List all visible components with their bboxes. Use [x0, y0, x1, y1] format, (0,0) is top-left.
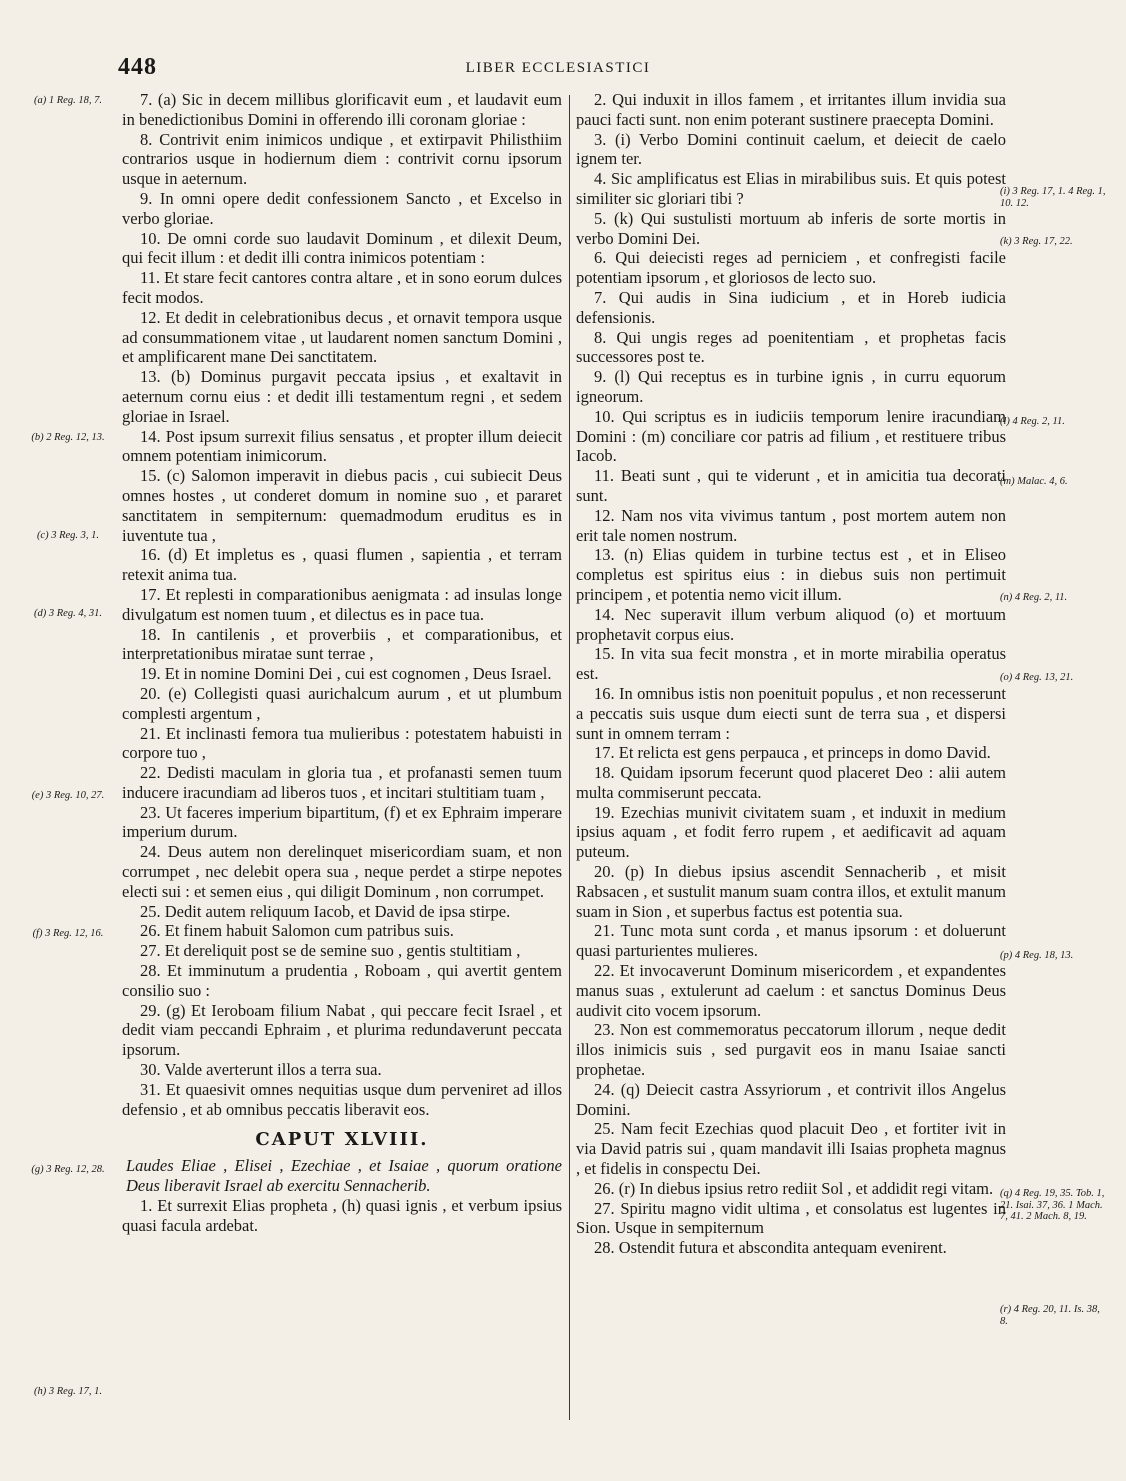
verse: 15. (c) Salomon imperavit in diebus pacis , cui subiecit Deus omnes hostes , ut conderet domum in nomine suo , et pararet sanctitatem in sempiternum: quemadmodum eruditus es in iuventute tua , [122, 466, 562, 545]
verse: 20. (p) In diebus ipsius ascendit Sennacherib , et misit Rabsacen , et sustulit manum suam contra illos, et extulit manum suam in Sion , et superbus factus est potentia sua. [576, 862, 1006, 921]
verse: 5. (k) Qui sustulisti mortuum ab inferis de sorte mortis in verbo Domini Dei. [576, 208, 1006, 248]
verse: 31. Et quaesivit omnes nequitias usque dum perveniret ad illos defensio , et ab omnibus peccatis liberavit eos. [122, 1079, 562, 1119]
verse: 26. (r) In diebus ipsius retro rediit Sol , et addidit regi vitam. [594, 1178, 994, 1198]
verse: 1. Et surrexit Elias propheta , (h) quasi ignis , et verbum ipsius quasi facula ardebat. [122, 1196, 562, 1235]
verse: 8. Contrivit enim inimicos undique , et extirpavit Philisthiim contrarios usque in hodiernum diem : contrivit cornu ipsorum usque in aeternum. [122, 129, 562, 189]
verse: 12. Et dedit in celebrationibus decus , et ornavit tempora usque ad consummationem vitae , ut laudarent nomen sanctum Domini , et amplificarent mane Dei sanctitatem. [122, 307, 562, 367]
right-column [576, 90, 1006, 1258]
verse: 30. Valde averterunt illos a terra sua. [140, 1060, 382, 1080]
verse: 11. Et stare fecit cantores contra altare , et in sono eorum dulces fecit modos. [122, 268, 562, 307]
margin-note: (r) 4 Reg. 20, 11. Is. 38, 8. [1000, 1304, 1100, 1327]
margin-note: (p) 4 Reg. 18, 13. [1000, 950, 1074, 961]
chapter-summary: Laudes Eliae , Elisei , Ezechiae , et Isaiae , quorum oratione Deus liberavit Israel ab exercitu Sennacherib. [126, 1156, 562, 1196]
verse: 10. De omni corde suo laudavit Dominum , et dilexit Deum, qui fecit illum : et dedit illi contra inimicos potentiam : [122, 228, 562, 268]
margin-note: (g) 3 Reg. 12, 28. [31, 1164, 105, 1175]
verse: 18. In cantilenis , et proverbiis , et comparationibus, et interpretationibus miratae sunt terrae , [122, 624, 562, 664]
verse: 18. Quidam ipsorum fecerunt quod placeret Deo : alii autem multa commiserunt peccata. [576, 763, 1006, 802]
margin-note: (o) 4 Reg. 13, 21. [1000, 672, 1074, 683]
verse: 17. Et relicta est gens perpauca , et princeps in domo David. [594, 743, 991, 763]
verse: 24. (q) Deiecit castra Assyriorum , et contrivit illos Angelus Domini. [576, 1079, 1006, 1119]
verse: 15. In vita sua fecit monstra , et in morte mirabilia operatus est. [576, 644, 1006, 684]
verse: 10. Qui scriptus es in iudiciis temporum lenire iracundiam Domini : (m) conciliare cor patris ad filium , et restituere tribus Iacob. [576, 406, 1006, 466]
verse: 26. Et finem habuit Salomon cum patribus suis. [140, 921, 454, 941]
verse: 8. Qui ungis reges ad poenitentiam , et prophetas facis successores post te. [576, 327, 1006, 367]
verse: 25. Nam fecit Ezechias quod placuit Deo , et fortiter ivit in via David patris sui , quam mandavit illi Isaias propheta magnus , et fidelis in conspectu Dei. [576, 1119, 1006, 1179]
verse: 21. Et inclinasti femora tua mulieribus : potestatem habuisti in corpore tuo , [122, 723, 562, 763]
verse: 23. Ut faceres imperium bipartitum, (f) et ex Ephraim imperare imperium durum. [122, 802, 562, 842]
verse: 27. Spiritu magno vidit ultima , et consolatus est lugentes in Sion. Usque in sempiternum [576, 1198, 1006, 1238]
verse: 7. Qui audis in Sina iudicium , et in Horeb iudicia defensionis. [576, 287, 1006, 327]
verse: 3. (i) Verbo Domini continuit caelum, et deiecit de caelo ignem ter. [576, 129, 1006, 169]
verse: 4. Sic amplificatus est Elias in mirabilibus suis. Et quis potest similiter sic gloriari tibi ? [576, 169, 1006, 208]
verse: 19. Et in nomine Domini Dei , cui est cognomen , Deus Israel. [140, 664, 552, 684]
margin-note: (m) Malac. 4, 6. [1000, 476, 1068, 487]
verse: 21. Tunc mota sunt corda , et manus ipsorum : et doluerunt quasi parturientes mulieres. [576, 921, 1006, 961]
verse: 12. Nam nos vita vivimus tantum , post mortem autem non erit tale nomen nostrum. [576, 505, 1006, 545]
verse: 22. Dedisti maculam in gloria tua , et profanasti semen tuum inducere iracundiam ad liberos tuos , et incitari stultitiam tuam , [122, 763, 562, 802]
verse: 16. (d) Et impletus es , quasi flumen , sapientia , et terram retexit anima tua. [122, 545, 562, 585]
margin-note: (c) 3 Reg. 3, 1. [36, 530, 100, 541]
margin-note: (i) 3 Reg. 17, 1. 4 Reg. 1, 10. 12. [1000, 186, 1106, 209]
verse: 23. Non est commemoratus peccatorum illorum , neque dedit illos inimicis suis , sed purgavit eos in manu Isaiae sancti prophetae. [576, 1020, 1006, 1080]
margin-note: (n) 4 Reg. 2, 11. [1000, 592, 1068, 603]
verse: 25. Dedit autem reliquum Iacob, et David de ipsa stirpe. [140, 901, 511, 921]
verse: 14. Post ipsum surrexit filius sensatus , et propter illum deiecit omnem potentiam inimicorum. [122, 426, 562, 466]
margin-note: (h) 3 Reg. 17, 1. [34, 1386, 102, 1397]
page-header [118, 54, 998, 84]
verse: 20. (e) Collegisti quasi aurichalcum aurum , et ut plumbum complesti argentum , [122, 683, 562, 723]
verse: 27. Et dereliquit post se de semine suo , gentis stultitiam , [140, 941, 521, 961]
verse: 19. Ezechias munivit civitatem suam , et induxit in medium ipsius aquam , et fodit ferro rupem , et aedificavit ad aquam puteum. [576, 802, 1006, 862]
verse: 7. (a) Sic in decem millibus glorificavit eum , et laudavit eum in benedictionibus Domini in offerendo illi coronam gloriae : [122, 90, 562, 129]
margin-note: (l) 4 Reg. 2, 11. [1000, 416, 1065, 427]
verse: 13. (b) Dominus purgavit peccata ipsius , et exaltavit in aeternum cornu eius : et dedit illi testamentum regni , et sedem gloriae in Israel. [122, 367, 562, 426]
verse: 28. Et imminutum a prudentia , Roboam , qui avertit gentem consilio suo : [122, 961, 562, 1000]
verse: 9. In omni opere dedit confessionem Sancto , et Excelso in verbo gloriae. [122, 188, 562, 228]
verse: 13. (n) Elias quidem in turbine tectus est , et in Eliseo completus est spiritus eius : in diebus suis non pertimuit principem , et potentia nemo vicit illum. [576, 545, 1006, 604]
verse: 9. (l) Qui receptus es in turbine ignis , in curru equorum igneorum. [576, 367, 1006, 406]
verse: 24. Deus autem non derelinquet misericordiam suam, et non corrumpet , nec delebit opera sua , neque perdet a stirpe nepotes electi sui : et semen eius , qui diligit Dominum , non corrumpet. [122, 842, 562, 901]
margin-note: (d) 3 Reg. 4, 31. [34, 608, 102, 619]
verse: 16. In omnibus istis non poenituit populus , et non recesserunt a peccatis suis usque dum eiecti sunt de terra sua , et dispersi sunt in omnem terram : [576, 683, 1006, 743]
running-title: LIBER ECCLESIASTICI [465, 60, 651, 76]
margin-note: (a) 1 Reg. 18, 7. [34, 95, 102, 106]
page-number: 448 [118, 54, 157, 80]
verse: 6. Qui deiecisti reges ad perniciem , et confregisti facile potentiam ipsorum , et gloriosos de lecto suo. [576, 248, 1006, 288]
verse: 2. Qui induxit in illos famem , et irritantes illum invidia sua pauci facti sunt. non enim poterant sustinere praecepta Domini. [576, 90, 1006, 129]
verse: 22. Et invocaverunt Dominum misericordem , et expandentes manus suas , extulerunt ad caelum : et sanctus Dominus Deus audivit cito vocem ipsorum. [576, 961, 1006, 1020]
margin-note: (k) 3 Reg. 17, 22. [1000, 236, 1073, 247]
verse: 11. Beati sunt , qui te viderunt , et in amicitia tua decorati sunt. [576, 466, 1006, 505]
verse: 29. (g) Et Ieroboam filium Nabat , qui peccare fecit Israel , et dedit viam peccandi Ephraim , et plurima redundaverunt peccata ipsorum. [122, 1000, 562, 1060]
margin-note: (e) 3 Reg. 10, 27. [31, 790, 105, 801]
margin-note: (b) 2 Reg. 12, 13. [31, 432, 105, 443]
left-column [122, 90, 562, 1236]
verse: 28. Ostendit futura et abscondita antequam evenirent. [594, 1238, 947, 1258]
margin-note: (q) 4 Reg. 19, 35. Tob. 1, 21. Isai. 37, 36. 1 Mach. 7, 41. 2 Mach. 8, 19. [1000, 1188, 1105, 1222]
verse: 17. Et replesti in comparationibus aenigmata : ad insulas longe divulgatum est nomen tuum , et dilectus es in pace tua. [122, 584, 562, 624]
chapter-heading: CAPUT XLVIII. [255, 1129, 429, 1151]
column-divider [569, 95, 570, 1420]
margin-note: (f) 3 Reg. 12, 16. [32, 928, 104, 939]
verse: 14. Nec superavit illum verbum aliquod (o) et mortuum prophetavit corpus eius. [576, 604, 1006, 644]
